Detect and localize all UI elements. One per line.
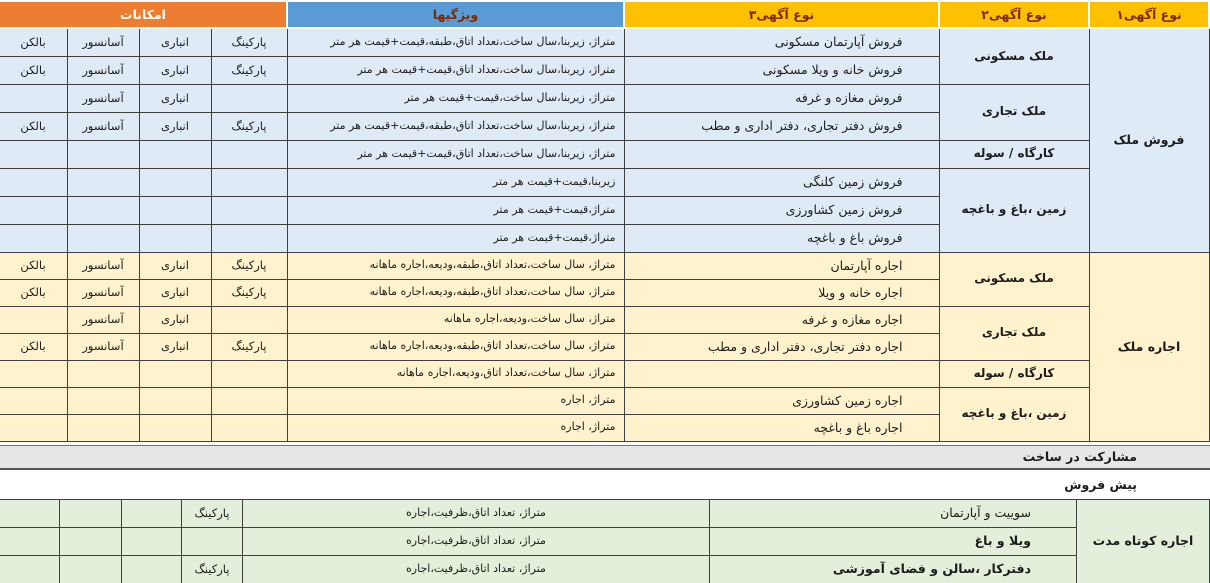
banner-construction-label: مشارکت در ساخت: [1022, 449, 1137, 464]
table-row: [0, 499, 1210, 527]
category-cell: کارگاه / سوله: [939, 360, 1089, 387]
table-row: [0, 28, 1209, 56]
amenity-storage-cell: [139, 414, 211, 441]
short-term-table: [0, 499, 1210, 583]
amenity-storage-cell: انباری: [139, 56, 211, 84]
section-short-term: [0, 499, 1210, 583]
table-row: [0, 168, 1209, 196]
ad-type-cell: اجاره آپارتمان: [624, 252, 939, 279]
amenity-balcony-cell: [0, 499, 60, 527]
amenity-parking-cell: [211, 140, 287, 168]
amenity-elevator-cell: آسانسور: [67, 56, 139, 84]
amenity-elevator-cell: آسانسور: [67, 333, 139, 360]
amenity-storage-cell: انباری: [139, 306, 211, 333]
amenity-storage-cell: [139, 140, 211, 168]
table-row: [0, 527, 1210, 555]
amenity-elevator-cell: [67, 196, 139, 224]
amenity-elevator-cell: [60, 527, 122, 555]
amenity-storage-cell: انباری: [139, 84, 211, 112]
amenity-storage-cell: انباری: [139, 333, 211, 360]
amenity-parking-cell: پارکینگ: [211, 112, 287, 140]
header-amenities: امکانات: [0, 1, 287, 28]
amenity-parking-cell: پارکینگ: [182, 555, 243, 583]
amenity-elevator-cell: [67, 224, 139, 252]
amenity-balcony-cell: بالکن: [0, 279, 67, 306]
banner-presale-label: پیش فروش: [1064, 476, 1137, 492]
amenity-balcony-cell: بالکن: [0, 112, 67, 140]
ad-type-cell: [624, 360, 939, 387]
amenity-balcony-cell: [0, 224, 67, 252]
category-cell: زمین ،باغ و باغچه: [939, 387, 1089, 441]
category-cell: کارگاه / سوله: [939, 140, 1089, 168]
features-cell: زیربنا،قیمت+قیمت هر متر: [287, 168, 624, 196]
ad-type-cell: اجاره دفتر تجاری، دفتر اداری و مطب: [624, 333, 939, 360]
features-cell: متراژ، سال ساخت،ودیعه،اجاره ماهانه: [287, 306, 624, 333]
features-cell: متراژ، سال ساخت،تعداد اتاق،طبقه،ودیعه،اجاره ماهانه: [287, 279, 624, 306]
ad-type-cell: فروش آپارتمان مسکونی: [624, 28, 939, 56]
features-cell: متراژ، زیربنا،سال ساخت،تعداد اتاق،قیمت+قیمت هر متر: [287, 56, 624, 84]
amenity-storage-cell: انباری: [139, 279, 211, 306]
amenity-storage-cell: [122, 527, 182, 555]
table-row: [0, 555, 1210, 583]
amenity-elevator-cell: آسانسور: [67, 28, 139, 56]
banner-construction: [0, 445, 1210, 470]
amenity-balcony-cell: [0, 360, 67, 387]
ad-type-cell: فروش باغ و باغچه: [624, 224, 939, 252]
category-cell: زمین ،باغ و باغچه: [939, 168, 1089, 252]
ad-type-cell: اجاره مغازه و غرفه: [624, 306, 939, 333]
amenity-parking-cell: [211, 306, 287, 333]
features-cell: متراژ، اجاره: [287, 387, 624, 414]
amenity-elevator-cell: [67, 414, 139, 441]
header-ad-type-2: نوع آگهی۲: [939, 1, 1089, 28]
amenity-elevator-cell: آسانسور: [67, 252, 139, 279]
table-row: [0, 140, 1209, 168]
amenity-elevator-cell: [60, 555, 122, 583]
amenity-storage-cell: انباری: [139, 252, 211, 279]
features-cell: متراژ، اجاره: [287, 414, 624, 441]
section-title-cell: فروش ملک: [1089, 28, 1209, 252]
amenity-parking-cell: [211, 168, 287, 196]
amenity-parking-cell: [211, 414, 287, 441]
amenity-balcony-cell: [0, 387, 67, 414]
ad-type-cell: [624, 140, 939, 168]
amenity-parking-cell: [211, 196, 287, 224]
features-cell: متراژ، سال ساخت،تعداد اتاق،طبقه،ودیعه،اجاره ماهانه: [287, 333, 624, 360]
amenity-parking-cell: پارکینگ: [211, 252, 287, 279]
amenity-parking-cell: پارکینگ: [211, 28, 287, 56]
table-row: [0, 387, 1209, 414]
features-cell: متراژ،قیمت+قیمت هر متر: [287, 224, 624, 252]
amenity-balcony-cell: [0, 414, 67, 441]
amenity-balcony-cell: [0, 306, 67, 333]
amenity-storage-cell: [139, 168, 211, 196]
amenity-parking-cell: پارکینگ: [211, 56, 287, 84]
features-cell: متراژ، سال ساخت،تعداد اتاق،طبقه،ودیعه،اجاره ماهانه: [287, 252, 624, 279]
ad-type-cell: فروش زمین کشاورزی: [624, 196, 939, 224]
features-cell: متراژ،قیمت+قیمت هر متر: [287, 196, 624, 224]
table-row: [0, 252, 1209, 279]
amenity-elevator-cell: [67, 387, 139, 414]
table-row: [0, 360, 1209, 387]
amenity-elevator-cell: [67, 360, 139, 387]
section-title-cell: اجاره ملک: [1089, 252, 1209, 441]
amenity-elevator-cell: آسانسور: [67, 306, 139, 333]
features-cell: متراژ، سال ساخت،تعداد اتاق،ودیعه،اجاره ماهانه: [287, 360, 624, 387]
ad-type-cell: فروش خانه و ویلا مسکونی: [624, 56, 939, 84]
amenity-balcony-cell: [0, 196, 67, 224]
amenity-balcony-cell: [0, 140, 67, 168]
header-row: [0, 1, 1209, 28]
ad-type-cell: اجاره باغ و باغچه: [624, 414, 939, 441]
ad-type-cell: فروش دفتر تجاری، دفتر اداری و مطب: [624, 112, 939, 140]
amenity-balcony-cell: [0, 555, 60, 583]
amenity-parking-cell: [211, 84, 287, 112]
features-cell: متراژ، تعداد اتاق،ظرفیت،اجاره: [243, 527, 710, 555]
section-title-cell: اجاره کوتاه مدت: [1077, 499, 1210, 583]
amenity-elevator-cell: آسانسور: [67, 84, 139, 112]
amenity-storage-cell: [139, 224, 211, 252]
amenity-storage-cell: [139, 387, 211, 414]
amenity-storage-cell: [139, 196, 211, 224]
amenity-balcony-cell: [0, 84, 67, 112]
section-sale: [0, 28, 1209, 252]
header-features: ویژگیها: [287, 1, 624, 28]
banner-presale: [0, 470, 1210, 499]
amenity-parking-cell: پارکینگ: [211, 333, 287, 360]
table-row: [0, 306, 1209, 333]
amenity-balcony-cell: [0, 527, 60, 555]
features-cell: متراژ، تعداد اتاق،ظرفیت،اجاره: [243, 499, 710, 527]
amenity-storage-cell: [139, 360, 211, 387]
header-ad-type-3: نوع آگهی۳: [624, 1, 939, 28]
amenity-elevator-cell: [60, 499, 122, 527]
table-row: [0, 84, 1209, 112]
category-cell: ملک تجاری: [939, 84, 1089, 140]
amenity-storage-cell: انباری: [139, 112, 211, 140]
amenity-elevator-cell: [67, 140, 139, 168]
section-rent: [0, 252, 1209, 441]
amenity-storage-cell: [122, 499, 182, 527]
features-cell: متراژ، زیربنا،سال ساخت،تعداد اتاق،طبقه،قیمت+قیمت هر متر: [287, 28, 624, 56]
amenity-elevator-cell: [67, 168, 139, 196]
ad-type-cell: فروش زمین کلنگی: [624, 168, 939, 196]
amenity-balcony-cell: بالکن: [0, 252, 67, 279]
ad-type-cell: اجاره خانه و ویلا: [624, 279, 939, 306]
ad-type-cell: سوییت و آپارتمان: [710, 499, 1077, 527]
amenity-storage-cell: انباری: [139, 28, 211, 56]
amenity-balcony-cell: بالکن: [0, 56, 67, 84]
category-cell: ملک مسکونی: [939, 28, 1089, 84]
amenity-parking-cell: پارکینگ: [182, 499, 243, 527]
category-cell: ملک تجاری: [939, 306, 1089, 360]
amenity-balcony-cell: [0, 168, 67, 196]
ad-type-cell: دفترکار ،سالن و فضای آموزشی: [710, 555, 1077, 583]
amenity-parking-cell: [211, 360, 287, 387]
features-cell: متراژ، زیربنا،سال ساخت،قیمت+قیمت هر متر: [287, 84, 624, 112]
amenity-parking-cell: پارکینگ: [211, 279, 287, 306]
amenity-balcony-cell: بالکن: [0, 28, 67, 56]
ad-type-cell: اجاره زمین کشاورزی: [624, 387, 939, 414]
ad-type-cell: فروش مغازه و غرفه: [624, 84, 939, 112]
amenity-elevator-cell: آسانسور: [67, 112, 139, 140]
amenity-elevator-cell: آسانسور: [67, 279, 139, 306]
amenity-balcony-cell: بالکن: [0, 333, 67, 360]
amenity-parking-cell: [182, 527, 243, 555]
features-cell: متراژ، تعداد اتاق،ظرفیت،اجاره: [243, 555, 710, 583]
header-ad-type-1: نوع آگهی۱: [1089, 1, 1209, 28]
features-cell: متراژ، زیربنا،سال ساخت،تعداد اتاق،طبقه،قیمت+قیمت هر متر: [287, 112, 624, 140]
ad-type-cell: ویلا و باغ: [710, 527, 1077, 555]
amenity-parking-cell: [211, 224, 287, 252]
amenity-parking-cell: [211, 387, 287, 414]
features-cell: متراژ، زیربنا،سال ساخت،تعداد اتاق،قیمت+قیمت هر متر: [287, 140, 624, 168]
amenity-storage-cell: [122, 555, 182, 583]
category-cell: ملک مسکونی: [939, 252, 1089, 306]
